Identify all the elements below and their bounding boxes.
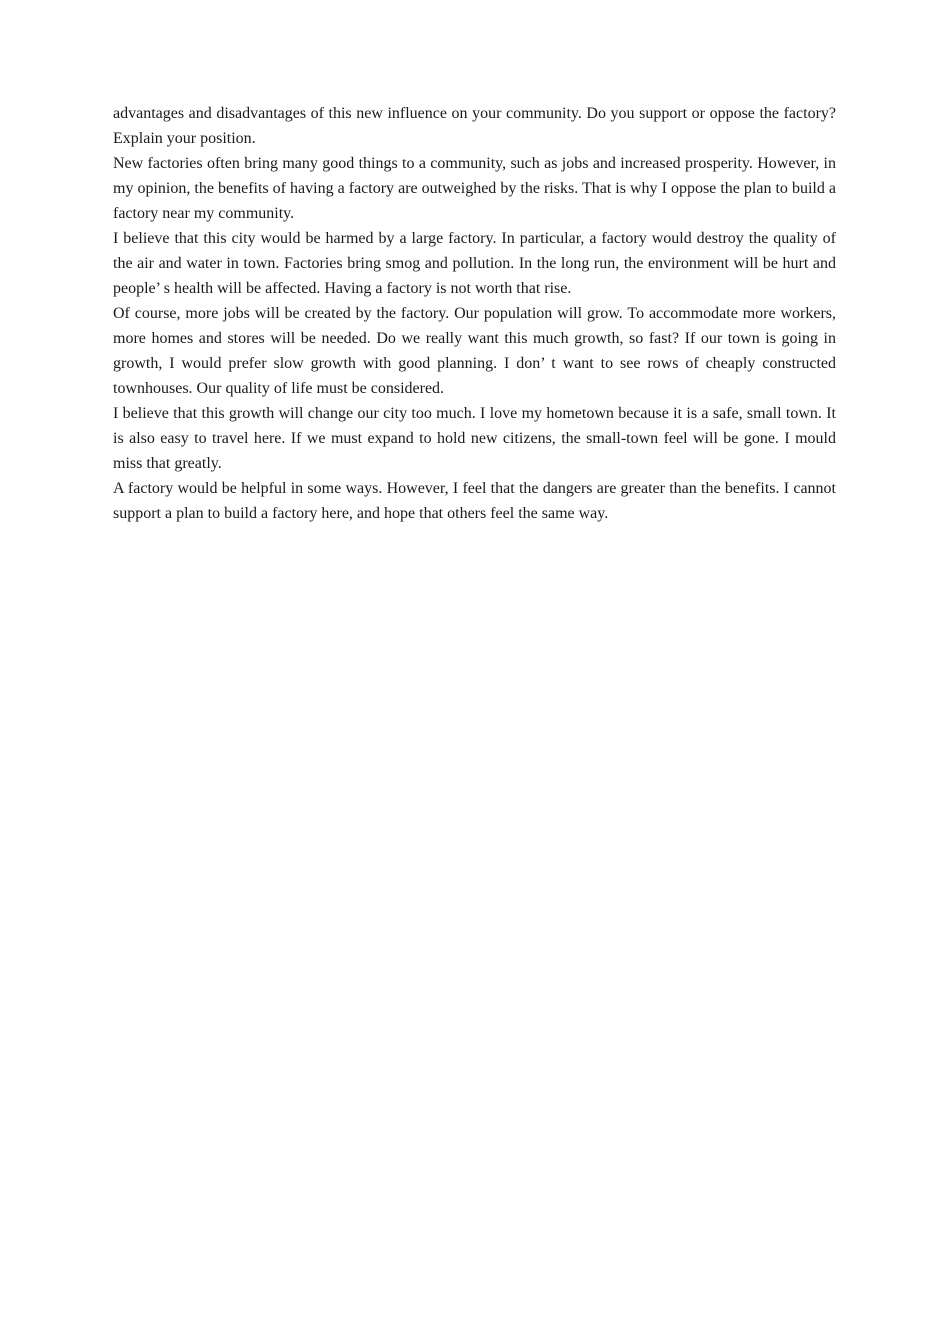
paragraph-1: advantages and disadvantages of this new influence on your community. Do you support or oppose the factory? Explain your position.: [113, 105, 836, 147]
paragraph-3: I believe that this city would be harmed by a large factory. In particular, a factory would destroy the quality of the air and water in town. Factories bring smog and pollution. In the long run, the environment will be hurt and people’ s health will be affected. Having a factory is not worth that rise.: [113, 230, 836, 297]
paragraph-2: New factories often bring many good things to a community, such as jobs and increased prosperity. However, in my opinion, the benefits of having a factory are outweighed by the risks. That is why I oppose the plan to build a factory near my community.: [113, 155, 836, 222]
document-body: [113, 101, 836, 526]
paragraph-4: Of course, more jobs will be created by the factory. Our population will grow. To accommodate more workers, more homes and stores will be needed. Do we really want this much growth, so fast? If our town is going in growth, I would prefer slow growth with good planning. I don’ t want to see rows of cheaply constructed townhouses. Our quality of life must be considered.: [113, 305, 836, 397]
paragraph-6: A factory would be helpful in some ways. However, I feel that the dangers are greater than the benefits. I cannot support a plan to build a factory here, and hope that others feel the same way.: [113, 480, 836, 522]
paragraph-5: I believe that this growth will change our city too much. I love my hometown because it is a safe, small town. It is also easy to travel here. If we must expand to hold new citizens, the small-town feel will be gone. I mould miss that greatly.: [113, 405, 836, 472]
